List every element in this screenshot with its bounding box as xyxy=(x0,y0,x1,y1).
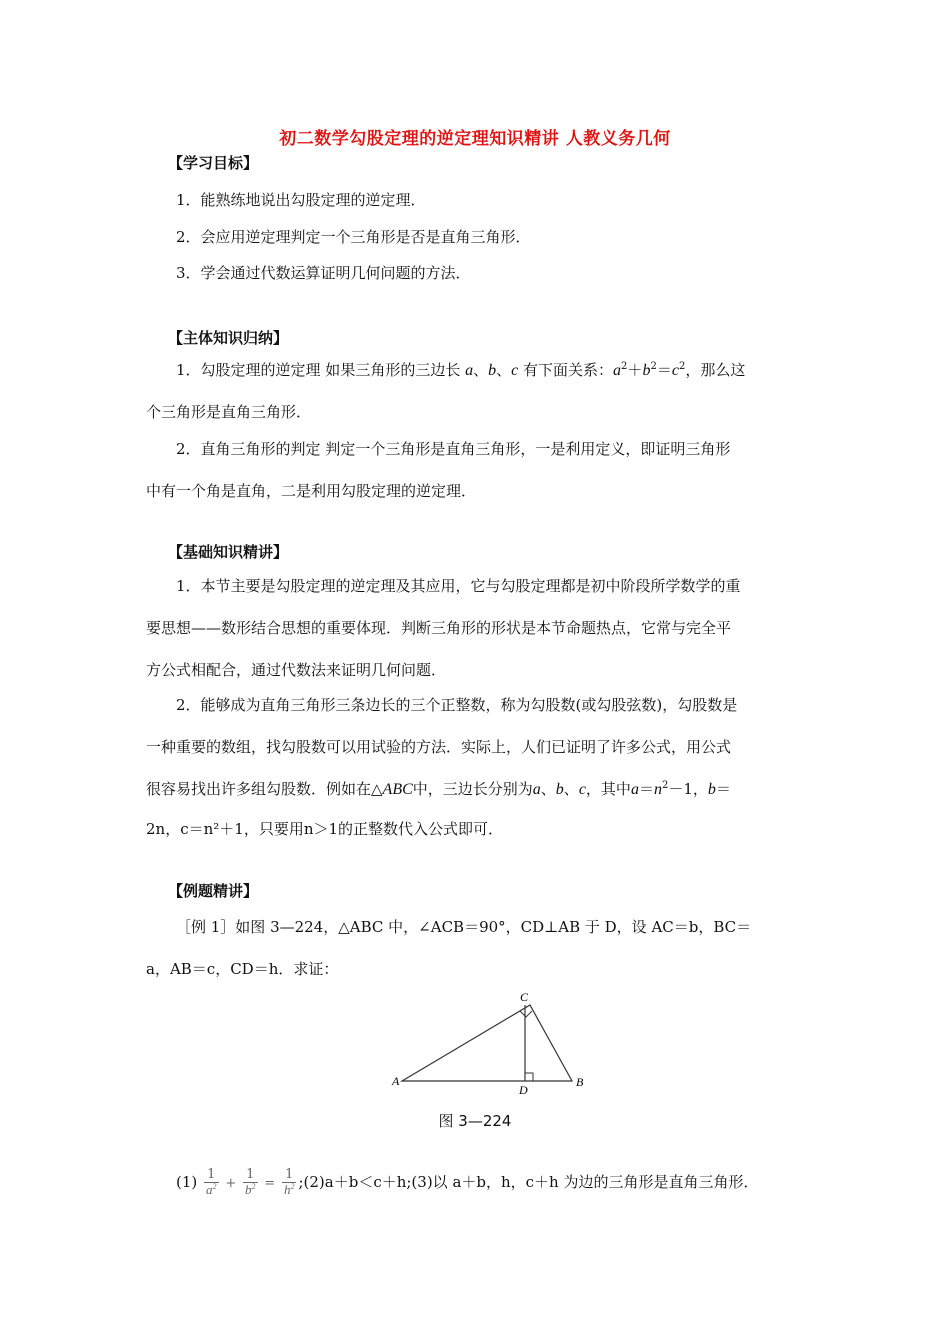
basic-1-line2: 要思想——数形结合思想的重要体现．判断三角形的形状是本节命题热点，它常与完全平 xyxy=(146,619,732,637)
example-1-line1: ［例 1］如图 3—224，△ABC 中，∠ACB＝90°，CD⊥AB 于 D，设 AC＝b，BC＝ xyxy=(176,918,752,936)
label-d: D xyxy=(519,1083,528,1095)
main-1-tail: 有下面关系： xyxy=(523,361,614,379)
basic-2-line3: 很容易找出许多组勾股数．例如在△ABC中，三边长分别为a、b、c，其中$a=n^2-1$，b＝ xyxy=(146,780,731,798)
main-1-line2: 个三角形是直角三角形． xyxy=(146,403,312,421)
page-title: 初二数学勾股定理的逆定理知识精讲 人教义务几何 xyxy=(279,129,671,149)
fraction-h: $\frac{1}{h^2}$ xyxy=(283,1167,295,1198)
basic-2-line2: 一种重要的数组，找勾股数可以用试验的方法．实际上，人们已证明了许多公式，用公式 xyxy=(146,738,732,756)
main-2-line2: 中有一个角是直角，二是利用勾股定理的逆定理． xyxy=(146,482,477,500)
fraction-b: $\frac{1}{b^2}$ xyxy=(245,1167,256,1198)
triangle-abc xyxy=(402,1005,572,1081)
goal-3: 3．学会通过代数运算证明几何问题的方法． xyxy=(176,264,471,282)
triangle-figure xyxy=(380,985,600,1095)
figure-caption: 图 3—224 xyxy=(438,1112,512,1130)
example-1-line2: a，AB＝c，CD＝h．求证： xyxy=(146,960,339,978)
basic-header: 【基础知识精讲】 xyxy=(168,543,289,561)
main-2-line1: 2．直角三角形的判定 判定一个三角形是直角三角形，一是利用定义，即证明三角形 xyxy=(176,440,731,458)
label-c: C xyxy=(520,990,529,1004)
goal-2: 2．会应用逆定理判定一个三角形是否是直角三角形． xyxy=(176,228,531,246)
example-header: 【例题精讲】 xyxy=(168,882,259,900)
question-rest: ;(2)a＋b＜c＋h;(3)以 a＋b，h，c＋h 为边的三角形是直角三角形． xyxy=(298,1172,759,1191)
question-line: (1) $\frac{1}{a^2}$ + $\frac{1}{b^2}$ = $\frac{1}{h^2}$ ;(2)a＋b＜c＋h;(3)以 a＋b，h，c＋h 为边的三角形是直角三角形． xyxy=(176,1167,759,1198)
label-a: A xyxy=(392,1074,400,1088)
right-angle-mark-c xyxy=(520,1011,532,1017)
main-1-end: ，那么这 xyxy=(685,361,746,379)
main-1-intro: 1．勾股定理的逆定理 如果三角形的三边长 xyxy=(176,361,461,379)
fraction-a: $\frac{1}{a^2}$ xyxy=(206,1167,217,1198)
basic-2-line4: 2n，c＝n²＋1，只要用n＞1的正整数代入公式即可． xyxy=(146,820,504,838)
main-header: 【主体知识归纳】 xyxy=(168,329,289,347)
basic-2-line3b: 中，三边长分别为 xyxy=(412,780,533,798)
goal-1: 1．能熟练地说出勾股定理的逆定理． xyxy=(176,191,426,209)
basic-2-line3a: 很容易找出许多组勾股数．例如在△ xyxy=(146,780,383,798)
right-angle-mark-d xyxy=(525,1073,533,1081)
basic-1-line3: 方公式相配合，通过代数法来证明几何问题． xyxy=(146,661,447,679)
main-1-line1: 1．勾股定理的逆定理 如果三角形的三边长 a、b、c 有下面关系：$a^2+b^2=c^2$，那么这 xyxy=(176,361,746,379)
question-label: (1) xyxy=(176,1172,198,1191)
basic-1-line1: 1．本节主要是勾股定理的逆定理及其应用，它与勾股定理都是初中阶段所学数学的重 xyxy=(176,577,741,595)
label-b: B xyxy=(576,1075,584,1089)
basic-2-line3c: ，其中 xyxy=(585,780,631,798)
goals-header: 【学习目标】 xyxy=(168,154,259,172)
basic-2-line1: 2．能够成为直角三角形三条边长的三个正整数，称为勾股数(或勾股弦数)，勾股数是 xyxy=(176,696,738,714)
